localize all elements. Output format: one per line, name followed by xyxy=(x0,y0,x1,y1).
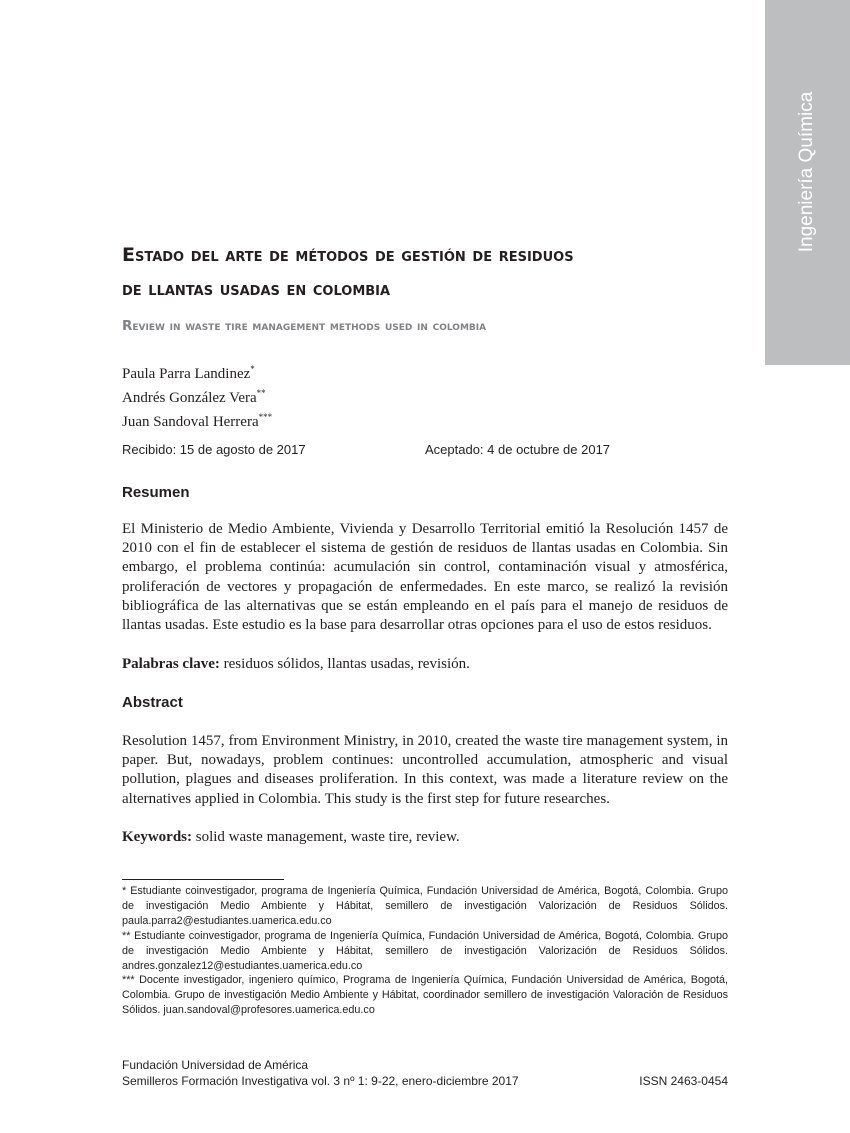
author-footnote-mark: ** xyxy=(256,388,266,398)
footnotes xyxy=(122,884,728,1018)
abstract-keywords-text: solid waste management, waste tire, review. xyxy=(195,829,460,845)
author-item xyxy=(122,384,272,408)
section-side-tab xyxy=(765,0,850,365)
resumen-keywords-label: Palabras clave: xyxy=(122,656,220,672)
abstract-keywords xyxy=(122,829,460,846)
received-date: Recibido: 15 de agosto de 2017 xyxy=(122,442,306,457)
author-list xyxy=(122,360,272,432)
footer-journal: Semilleros Formación Investigativa vol. 3 nº 1: 9-22, enero-diciembre 2017 xyxy=(122,1074,519,1088)
footer-journal-line xyxy=(122,1074,728,1088)
author-footnote-mark: * xyxy=(250,364,255,374)
footnote-divider xyxy=(122,879,284,880)
abstract-keywords-label: Keywords: xyxy=(122,829,192,845)
article-title-line-1: Estado del arte de métodos de gestión de residuos xyxy=(122,244,574,266)
author-name: Paula Parra Landinez xyxy=(122,366,251,382)
footnote-item: * Estudiante coinvestigador, programa de Ingeniería Química, Fundación Universidad de América, Bogotá, Colombia. Grupo de investigación Medio Ambiente y Hábitat, semillero de investigación Valorización de Residuos Sólidos. paula.parra2@estudiantes.uamerica.edu.co xyxy=(122,885,728,927)
footer-issn: ISSN 2463-0454 xyxy=(639,1074,728,1088)
resumen-heading: Resumen xyxy=(122,484,190,501)
footer-institution: Fundación Universidad de América xyxy=(122,1058,309,1072)
footnote-item: ** Estudiante coinvestigador, programa de Ingeniería Química, Fundación Universidad de América, Bogotá, Colombia. Grupo de investigación Medio Ambiente y Hábitat, semillero de investigación Valorización de Residuos Sólidos. andres.gonzalez12@estudiantes.uamerica.edu.co xyxy=(122,929,728,972)
accepted-date: Aceptado: 4 de octubre de 2017 xyxy=(425,442,611,457)
author-footnote-mark: *** xyxy=(258,412,273,422)
abstract-heading: Abstract xyxy=(122,694,183,711)
author-item xyxy=(122,408,272,432)
article-subtitle: Review in waste tire management methods used in colombia xyxy=(122,318,487,334)
article-title-line-2: de llantas usadas en colombia xyxy=(122,278,391,300)
author-item xyxy=(122,360,272,384)
resumen-keywords xyxy=(122,656,470,673)
resumen-body: El Ministerio de Medio Ambiente, Vivienda y Desarrollo Territorial emitió la Resolución 1457 de 2010 con el fin de establecer el sistema de gestión de residuos de llantas usadas en Colombia. Sin embargo, el problema continúa: acumulación sin control, contaminación visual y atmosférica, proliferación de vectores y propagación de enfermedades. En este marco, se realizó la revisión bibliográfica de las alternativas que se están empleando en el país para el manejo de residuos de llantas usadas. Este estudio es la base para desarrollar otras opciones para el uso de estos residuos. xyxy=(122,521,728,634)
footnote-item: *** Docente investigador, ingeniero químico, Programa de Ingeniería Química, Fundación Universidad de América, Bogotá, Colombia. Grupo de investigación Medio Ambiente y Hábitat, coordinador semillero de investigación Valoración de Residuos Sólidos. juan.sandoval@profesores.uamerica.edu.co xyxy=(122,974,728,1017)
resumen-keywords-text: residuos sólidos, llantas usadas, revisión. xyxy=(223,656,470,672)
abstract-body: Resolution 1457, from Environment Ministry, in 2010, created the waste tire management system, in paper. But, nowadays, problem continues: uncontrolled accumulation, atmospheric and visual pollution, plagues and diseases proliferation. In this context, was made a literature review on the alternatives applied in Colombia. This study is the first step for future researches. xyxy=(122,733,728,807)
author-name: Andrés González Vera xyxy=(122,390,257,406)
section-side-tab-label: Ingeniería Química xyxy=(796,91,817,253)
author-name: Juan Sandoval Herrera xyxy=(122,414,259,430)
